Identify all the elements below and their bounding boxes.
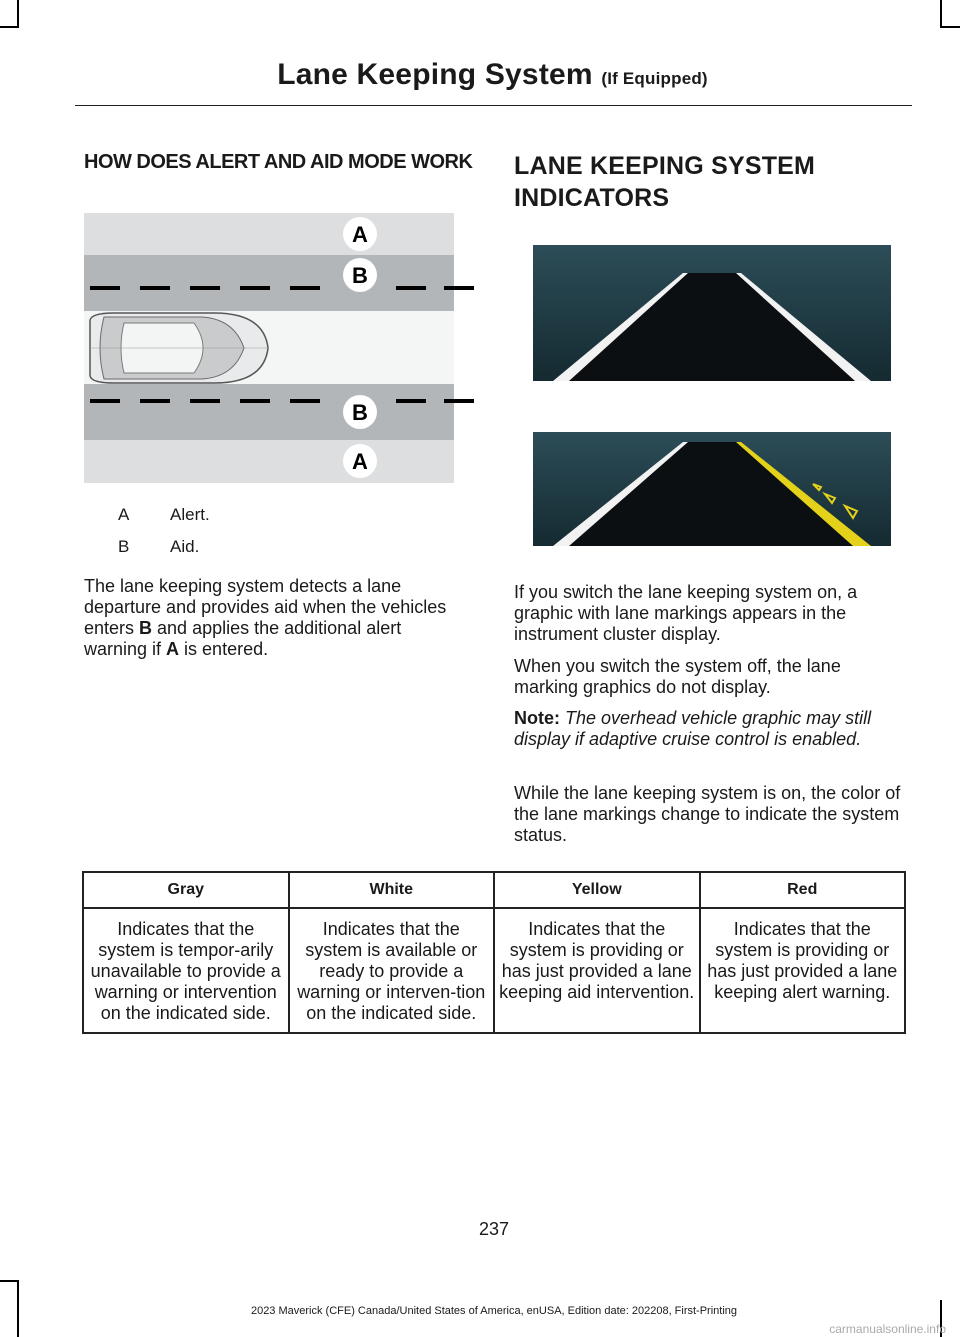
crop-mark-top-right bbox=[940, 0, 942, 28]
aid-zone-bottom bbox=[84, 384, 454, 440]
zone-a-ref: A bbox=[166, 639, 180, 659]
lane-color-status-table bbox=[82, 871, 906, 1034]
alert-aid-lane-diagram bbox=[84, 213, 474, 483]
table-header-red: Red bbox=[700, 872, 906, 908]
diagram-label-b-bottom bbox=[343, 395, 377, 429]
crop-mark-top-left bbox=[17, 0, 19, 28]
page-header bbox=[0, 58, 960, 92]
table-header-yellow: Yellow bbox=[494, 872, 700, 908]
text-run: The lane keeping system detects a lane departure and provides aid when the vehicles enters bbox=[84, 576, 447, 638]
legend-key: B bbox=[118, 537, 130, 556]
cluster-display-aid-active bbox=[533, 432, 891, 546]
indicators-para-1: If you switch the lane keeping system on, a graphic with lane markings appears in the instrument cluster display. bbox=[514, 582, 858, 644]
legend-row-alert bbox=[118, 505, 210, 525]
site-watermark: carmanualsonline.info bbox=[829, 1322, 946, 1336]
table-cell-red: Indicates that the system is providing or has just provided a lane keeping alert warning. bbox=[700, 908, 906, 1033]
alert-zone-bottom bbox=[84, 440, 454, 483]
diagram-label-a-top bbox=[343, 217, 377, 251]
indicators-note bbox=[514, 708, 906, 750]
cluster-display-lanes-on bbox=[533, 245, 891, 381]
text-run: and applies the additional alert warning if bbox=[84, 618, 402, 659]
table-row bbox=[83, 908, 905, 1033]
table-cell-yellow: Indicates that the system is providing or has just provided a lane keeping aid intervention. bbox=[494, 908, 700, 1033]
diagram-label-a-bottom bbox=[343, 444, 377, 478]
aid-zone-top bbox=[84, 255, 454, 311]
text-run: is entered. bbox=[179, 639, 269, 659]
zone-b-ref: B bbox=[139, 618, 153, 638]
vehicle-top-view-icon bbox=[90, 313, 268, 383]
header-subtitle: (If Equipped) bbox=[601, 69, 708, 88]
header-rule bbox=[75, 105, 912, 106]
table-header-row bbox=[83, 872, 905, 908]
svg-text:A: A bbox=[352, 222, 368, 247]
svg-text:A: A bbox=[352, 449, 368, 474]
edition-footer: 2023 Maverick (CFE) Canada/United States of America, enUSA, Edition date: 202208, First-Printing bbox=[250, 1305, 738, 1317]
page-number: 237 bbox=[478, 1219, 510, 1239]
section-heading-indicators bbox=[514, 150, 914, 214]
indicators-para-3: While the lane keeping system is on, the color of the lane markings change to indicate the system status. bbox=[514, 783, 901, 845]
header-title: Lane Keeping System bbox=[277, 58, 593, 91]
legend-text: Alert. bbox=[170, 505, 210, 524]
crop-mark-bottom-left-h bbox=[0, 1280, 18, 1282]
heading-line: INDICATORS bbox=[514, 184, 670, 212]
svg-text:B: B bbox=[352, 400, 368, 425]
table-cell-white: Indicates that the system is available or ready to provide a warning or interven-tion on the indicated side. bbox=[289, 908, 495, 1033]
crop-mark-top-left-h bbox=[0, 26, 18, 28]
table-header-gray: Gray bbox=[83, 872, 289, 908]
diagram-label-b-top bbox=[343, 258, 377, 292]
alert-zone-top bbox=[84, 213, 454, 255]
legend-key: A bbox=[118, 505, 130, 524]
table-cell-gray: Indicates that the system is tempor-arily unavailable to provide a warning or intervention on the indicated side. bbox=[83, 908, 289, 1033]
legend-row-aid bbox=[118, 537, 199, 557]
note-label: Note: bbox=[514, 708, 560, 728]
alert-aid-description bbox=[84, 576, 464, 660]
svg-text:B: B bbox=[352, 263, 368, 288]
note-text: The overhead vehicle graphic may still display if adaptive cruise control is enabled. bbox=[514, 708, 872, 749]
crop-mark-top-right-h bbox=[941, 26, 960, 28]
legend-text: Aid. bbox=[170, 537, 200, 556]
table-header-white: White bbox=[289, 872, 495, 908]
heading-line: LANE KEEPING SYSTEM bbox=[514, 152, 816, 180]
indicators-para-2: When you switch the system off, the lane marking graphics do not display. bbox=[514, 656, 841, 697]
section-heading-alert-aid: HOW DOES ALERT AND AID MODE WORK bbox=[84, 151, 473, 173]
